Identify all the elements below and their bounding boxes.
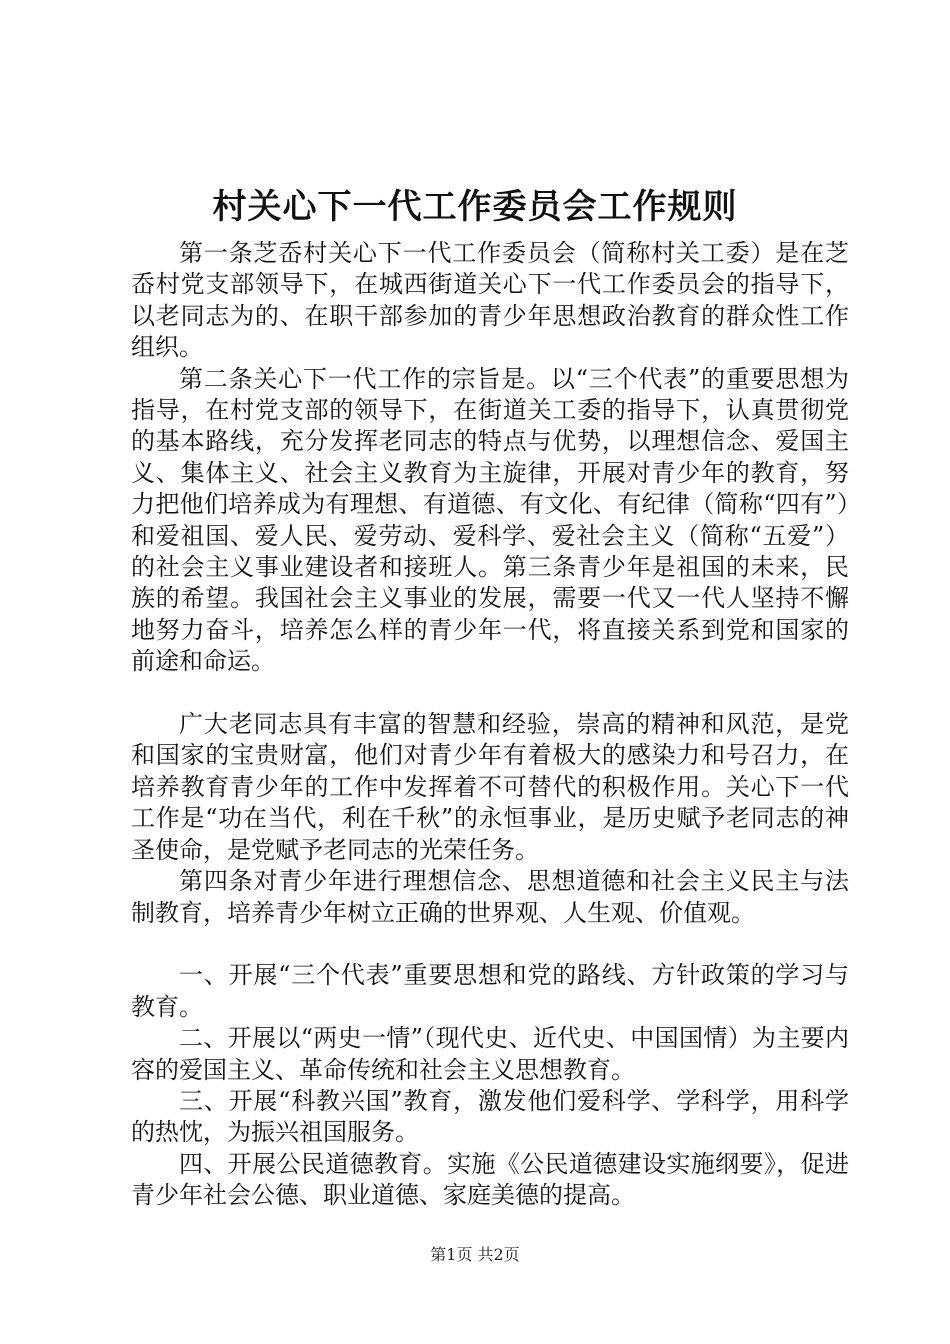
document-body — [131, 238, 849, 1212]
paragraph-veterans: 广大老同志具有丰富的智慧和经验，崇高的精神和风范，是党和国家的宝贵财富，他们对青少年有着极大的感染力和号召力，在培养教育青少年的工作中发挥着不可替代的积极作用。关心下一代工作是“功在当代，利在千秋”的永恒事业，是历史赋予老同志的神圣使命，是党赋予老同志的光荣任务。 — [131, 710, 849, 864]
paragraph-article-4: 第四条对青少年进行理想信念、思想道德和社会主义民主与法制教育，培养青少年树立正确的世界观、人生观、价值观。 — [131, 867, 849, 927]
document-title: 村关心下一代工作委员会工作规则 — [212, 187, 738, 227]
paragraph-spacer — [131, 678, 849, 709]
list-item-1: 一、开展“三个代表”重要思想和党的路线、方针政策的学习与教育。 — [131, 961, 849, 1021]
page-number: 第1页 共2页 — [430, 1245, 520, 1264]
list-item-4: 四、开展公民道德教育。实施《公民道德建设实施纲要》，促进青少年社会公德、职业道德、家庭美德的提高。 — [131, 1149, 849, 1210]
list-item-3: 三、开展“科教兴国”教育，激发他们爱科学、学科学，用科学的热忱，为振兴祖国服务。 — [131, 1086, 849, 1147]
paragraph-article-1: 第一条芝岙村关心下一代工作委员会（简称村关工委）是在芝岙村党支部领导下，在城西街道关心下一代工作委员会的指导下，以老同志为的、在职干部参加的青少年思想政治教育的群众性工作组织。 — [131, 239, 849, 362]
paragraph-article-2-3: 第二条关心下一代工作的宗旨是。以“三个代表”的重要思想为指导，在村党支部的领导下，在街道关工委的指导下，认真贯彻党的基本路线，充分发挥老同志的特点与优势，以理想信念、爱国主义、集体主义、社会主义教育为主旋律，开展对青少年的教育，努力把他们培养成为有理想、有道德、有文化、有纪律（简称“四有”）和爱祖国、爱人民、爱劳动、爱科学、爱社会主义（简称“五爱”）的社会主义事业建设者和接班人。第三条青少年是祖国的未来，民族的希望。我国社会主义事业的发展，需要一代又一代人坚持不懈地努力奋斗，培养怎么样的青少年一代，将直接关系到党和国家的前途和命运。 — [131, 364, 849, 676]
paragraph-spacer — [131, 929, 849, 960]
list-item-2: 二、开展以“两史一情”（现代史、近代史、中国国情）为主要内容的爱国主义、革命传统和社会主义思想教育。 — [131, 1024, 849, 1084]
